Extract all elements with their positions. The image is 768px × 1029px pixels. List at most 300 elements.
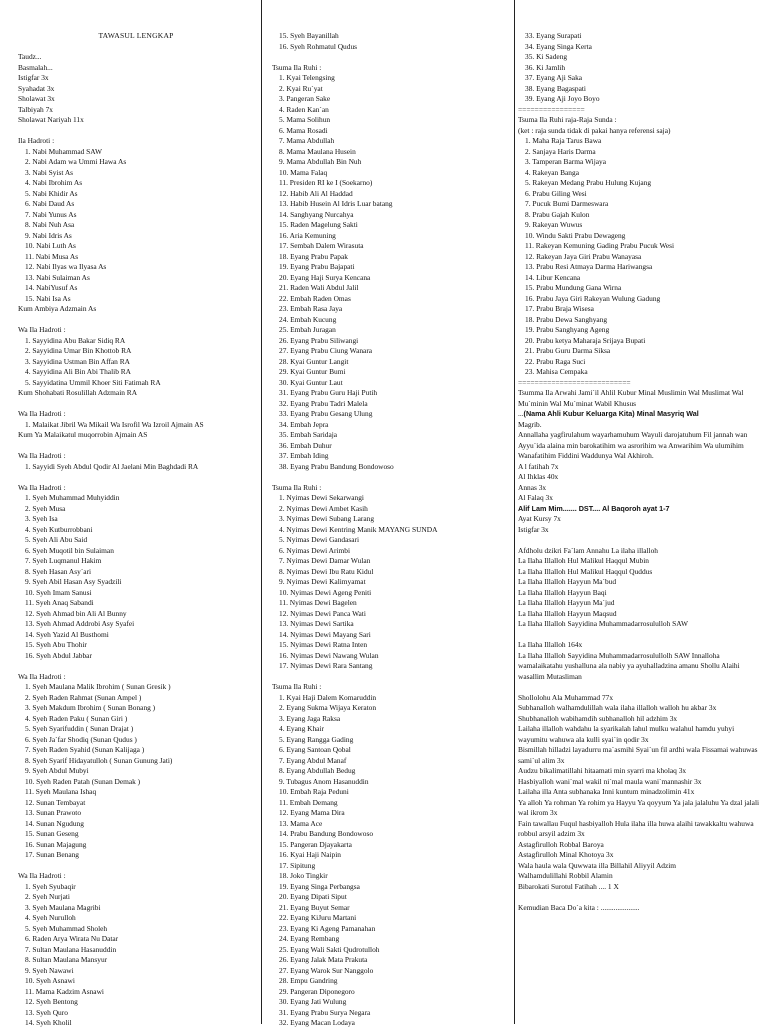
- text-line: [18, 73, 254, 84]
- line-text: Istigfar 3x: [518, 524, 549, 534]
- text-line: [18, 756, 254, 767]
- text-line: [18, 420, 254, 431]
- text-line: [518, 336, 762, 347]
- line-text: 11. Embah Demang: [279, 797, 338, 807]
- line-text: 2. Syeh Nurjati: [25, 892, 70, 901]
- text-line: [518, 714, 762, 725]
- text-line: [18, 493, 254, 504]
- text-line: [272, 882, 512, 893]
- line-text: 18. Eyang Prabu Papak: [279, 251, 348, 261]
- line-text: 6. Nabi Daud As: [25, 199, 75, 208]
- text-line: [272, 525, 512, 536]
- text-line: [272, 808, 512, 819]
- line-text: 7. Mama Abdullah: [279, 136, 335, 145]
- text-line: [272, 1008, 512, 1019]
- text-line: [272, 504, 512, 515]
- text-line: [272, 63, 512, 74]
- line-text: 29. Kyai Guntur Bumi: [279, 367, 346, 376]
- line-text: Kemudian Baca Do`a kita : .....................: [518, 902, 640, 912]
- line-text: 14. Sanghyang Nurcahya: [279, 209, 354, 219]
- text-line: [18, 147, 254, 158]
- text-line: [518, 325, 762, 336]
- line-text: 3. Syeh Makdum Ibrohim ( Sunan Bonang ): [25, 703, 156, 712]
- text-line: [272, 462, 512, 473]
- text-line: [18, 399, 254, 410]
- line-text: Lailaha illa Anta subhanaka Inni kuntum minadzolimin 41x: [518, 787, 695, 796]
- text-line: [518, 588, 762, 599]
- text-line: [18, 934, 254, 945]
- line-text: Syahadat 3x: [18, 83, 55, 93]
- text-line: [518, 745, 762, 766]
- text-line: [272, 357, 512, 368]
- text-line: [18, 766, 254, 777]
- line-text: Tsumma Ila Arwahi Jami`il Ahlil Kubur Minal Muslimin Wal Muslimat Wal Mu`minin Wal Mu`minat Wabil Khusus: [518, 388, 744, 408]
- text-line: [518, 703, 762, 714]
- line-text: 27. Eyang Warok Sur Nanggolo: [279, 965, 374, 975]
- line-text: Bismillah hilladzi layadurru ma`asmihi Syai`un fil ardhi wala Fissamai wahuwas sami`ul alim 3x: [518, 745, 758, 765]
- text-line: [18, 283, 254, 294]
- text-line: [18, 94, 254, 105]
- text-line: [272, 210, 512, 221]
- text-line: [272, 913, 512, 924]
- line-text: Istigfar 3x: [18, 73, 49, 82]
- line-text: 1. Kyai Haji Dalem Komaruddin: [279, 692, 377, 702]
- line-text: 26. Eyang Jalak Mata Prakuta: [279, 955, 368, 964]
- text-line: [518, 850, 762, 861]
- text-line: [272, 966, 512, 977]
- line-text: 12. Syeh Ahmad bin Ali Al Bunny: [25, 608, 127, 618]
- text-line: [18, 619, 254, 630]
- text-line: [18, 777, 254, 788]
- text-line: [272, 745, 512, 756]
- line-text: Tsuma Ila Ruhi :: [272, 482, 322, 492]
- text-line: [272, 514, 512, 525]
- text-line: [518, 115, 762, 126]
- text-line: [518, 210, 762, 221]
- line-text: 5. Syeh Ali Abu Said: [25, 535, 88, 544]
- line-text: 21. Raden Wali Abdul Jalil: [279, 283, 359, 292]
- text-line: [272, 661, 512, 672]
- line-text: 16. Sunan Majagung: [25, 839, 87, 849]
- line-text: 10. Syeh Imam Sanusi: [25, 587, 92, 597]
- text-line: [272, 861, 512, 872]
- text-line: [18, 903, 254, 914]
- line-text: 8. Nabi Nuh Asa: [25, 220, 75, 229]
- text-line: [518, 357, 762, 368]
- text-line: [272, 546, 512, 557]
- text-line: [18, 997, 254, 1008]
- line-text: Annallaha yagfirulahum wayarhamuhum Wayuli darojatuhum Fil jannah wan Ayyu`ida alaina min barokatihim wa asrorihim wa Anwarihim Wa ulumihim Wanafatihim Fiddini Waddunya Wal Akhiroh.: [518, 430, 748, 460]
- text-line: [18, 514, 254, 525]
- text-line: [18, 273, 254, 284]
- text-line: [272, 378, 512, 389]
- line-text: 9. Rakeyan Wuwus: [525, 220, 583, 229]
- text-line: [18, 462, 254, 473]
- line-text: 13. Mama Ace: [279, 818, 323, 828]
- text-line: [18, 546, 254, 557]
- text-line: [518, 546, 762, 557]
- text-line: [272, 147, 512, 158]
- text-line: [518, 651, 762, 683]
- line-text: 16. Prabu Jaya Giri Rakeyan Wulung Gadung: [525, 293, 661, 303]
- line-text: 8. Prabu Gajah Kulon: [525, 209, 590, 219]
- text-line: [18, 525, 254, 536]
- line-text: Wala haula wala Quwwata illa Billahil Aliyyil Adzim: [518, 860, 677, 870]
- line-text: 17. Sunan Benang: [25, 850, 79, 859]
- column-3: [518, 31, 762, 913]
- text-line: [272, 273, 512, 284]
- line-text: Sholawat 3x: [18, 94, 55, 103]
- text-line: [272, 231, 512, 242]
- line-text: 11. Mama Kadzim Asnawi: [25, 986, 104, 996]
- text-line: [18, 630, 254, 641]
- line-text: 16. Aria Kemuning: [279, 230, 336, 240]
- text-line: [18, 136, 254, 147]
- line-text: 23. Mahisa Cempaka: [525, 367, 588, 376]
- line-text: 1. Sayyidina Abu Bakar Sidiq RA: [25, 335, 126, 345]
- text-line: [272, 451, 512, 462]
- line-text: 33. Eyang Surapati: [525, 31, 582, 40]
- line-text: 35. Embah Saridaja: [279, 430, 338, 439]
- line-text: Audzu bikalimatillahi hitaamati min syarri ma kholaq 3x: [518, 766, 687, 775]
- line-text: 3. Sayyidina Ustman Bin Affan RA: [25, 356, 130, 366]
- text-line: [18, 409, 254, 420]
- text-line: [272, 787, 512, 798]
- line-text: Kum Ambiya Adzmain As: [18, 304, 97, 313]
- text-line: [518, 346, 762, 357]
- text-line: [272, 588, 512, 599]
- line-text: Wa Ila Hadroti :: [18, 451, 66, 460]
- text-line: [18, 840, 254, 851]
- line-text: 15. Nabi Isa As: [25, 293, 71, 303]
- line-text: 11. Nyimas Dewi Bagelen: [279, 598, 357, 607]
- line-text: 32. Eyang Prabu Tadri Malela: [279, 398, 368, 408]
- line-text: Wa Ila Hadroti :: [18, 482, 66, 492]
- text-line: [18, 157, 254, 168]
- text-line: [272, 903, 512, 914]
- text-line: [272, 73, 512, 84]
- line-text: 15. Raden Magelung Sakti: [279, 220, 358, 229]
- line-text: 1. Nyimas Dewi Sekarwangi: [279, 493, 364, 502]
- text-line: [518, 525, 762, 536]
- line-text: 22. Eyang KiJuru Martani: [279, 913, 357, 922]
- text-line: [518, 241, 762, 252]
- text-line: [272, 31, 512, 42]
- text-line: [272, 672, 512, 683]
- line-text: ===========================: [518, 377, 631, 387]
- text-line: [272, 598, 512, 609]
- text-line: [272, 430, 512, 441]
- text-line: [18, 346, 254, 357]
- line-text: 13. Syeh Ahmad Addrobi Asy Syafei: [25, 619, 135, 628]
- line-text: 13. Nyimas Dewi Sartika: [279, 619, 354, 628]
- text-line: [272, 115, 512, 126]
- text-line: [518, 861, 762, 872]
- emphasis-text: (Nama Ahli Kubur Keluarga Kita) Minal Masyriq Wal: [523, 409, 699, 418]
- text-line: [18, 367, 254, 378]
- text-line: [18, 294, 254, 305]
- line-text: 18. Prabu Dewa Sanghyang: [525, 314, 608, 324]
- text-line: [518, 535, 762, 546]
- line-text: Subhanalloh walhamdulillah wala ilaha illalloh walloh hu akbar 3x: [518, 703, 717, 712]
- line-text: 34. Eyang Singa Kerta: [525, 41, 592, 51]
- text-line: [272, 987, 512, 998]
- text-line: [272, 472, 512, 483]
- text-line: [18, 556, 254, 567]
- line-text: Kum Ya Malaikatul muqorrobin Ajmain AS: [18, 430, 148, 439]
- line-text: 36. Embah Duhur: [279, 440, 332, 450]
- text-line: [18, 661, 254, 672]
- line-text: 10. Syeh Asnawi: [25, 976, 75, 985]
- text-line: [18, 945, 254, 956]
- text-line: [18, 241, 254, 252]
- text-line: [272, 976, 512, 987]
- text-line: [18, 598, 254, 609]
- line-text: 15. Prabu Mundung Gana Wirna: [525, 283, 622, 292]
- text-line: [18, 105, 254, 116]
- text-line: [518, 483, 762, 494]
- text-line: [518, 609, 762, 620]
- line-text: 17. Nyimas Dewi Rara Santang: [279, 661, 373, 670]
- line-text: 11. Syeh Maulana Ishaq: [25, 787, 97, 796]
- text-line: [518, 871, 762, 882]
- line-text: 39. Eyang Aji Joyo Boyo: [525, 94, 600, 103]
- line-text: 4. Raden Kan`an: [279, 104, 329, 114]
- line-text: 3. Tamperan Barma Wijaya: [525, 157, 606, 166]
- line-text: 6. Mama Rosadi: [279, 125, 328, 135]
- text-line: [272, 325, 512, 336]
- text-line: [272, 294, 512, 305]
- line-text: La Ilaha Illalloh Hul Malikul Haqqul Mubin: [518, 556, 649, 565]
- line-text: 15. Pangeran Djayakarta: [279, 839, 352, 849]
- text-line: [18, 441, 254, 452]
- line-text: 16. Syeh Rohmatul Qudus: [279, 41, 358, 51]
- text-line: [518, 262, 762, 273]
- text-line: [18, 651, 254, 662]
- text-line: [518, 556, 762, 567]
- line-text: Talbiyah 7x: [18, 104, 53, 114]
- line-text: 4. Eyang Khair: [279, 724, 324, 733]
- text-line: [518, 766, 762, 777]
- text-line: [18, 955, 254, 966]
- text-line: [518, 472, 762, 483]
- text-line: [272, 199, 512, 210]
- line-text: 2. Syeh Musa: [25, 503, 66, 513]
- text-line: [272, 714, 512, 725]
- text-line: [272, 178, 512, 189]
- line-text: 2. Nabi Adam wa Ummi Hawa As: [25, 157, 127, 166]
- text-line: [272, 871, 512, 882]
- text-line: [272, 1018, 512, 1029]
- text-line: [18, 378, 254, 389]
- text-line: [18, 724, 254, 735]
- text-line: [272, 441, 512, 452]
- line-text: La Ilaha Illalloh Hayyun Baqi: [518, 587, 607, 597]
- text-line: [18, 976, 254, 987]
- line-text: 11. Nabi Musa As: [25, 251, 79, 261]
- line-text: 14. Syeh Kholil: [25, 1018, 72, 1027]
- line-text: La Ilaha Illalloh Hul Malikul Haqqul Quddus: [518, 566, 653, 576]
- line-text: 2. Nyimas Dewi Ambet Kasih: [279, 503, 368, 513]
- line-text: 31. Eyang Prabu Guru Haji Putih: [279, 388, 378, 397]
- text-line: [18, 262, 254, 273]
- line-text: 14. NabiYusuf As: [25, 283, 78, 292]
- text-line: [18, 567, 254, 578]
- text-line: [272, 315, 512, 326]
- line-text: 20. Prabu ketya Maharaja Srijaya Bupati: [525, 335, 646, 345]
- line-text: 9. Nyimas Dewi Kalimyamat: [279, 577, 366, 586]
- line-text: La Ilaha Illalloh Hayyun Maqsud: [518, 608, 617, 618]
- line-text: 12. Rakeyan Jaya Giri Prabu Wanayasa: [525, 251, 642, 261]
- line-text: 11. Presiden RI ke I (Soekarno): [279, 178, 373, 187]
- line-text: La Ilaha Illalloh Hayyun Ma`jud: [518, 598, 615, 607]
- text-line: [272, 136, 512, 147]
- line-text: 5. Syeh Muhammad Sholeh: [25, 923, 108, 933]
- text-line: [272, 493, 512, 504]
- line-text: 5. Eyang Rangga Gading: [279, 734, 354, 744]
- text-line: [518, 640, 762, 651]
- line-text: 5. Nyimas Dewi Gandasari: [279, 535, 360, 544]
- line-text: Astagfirulloh Minal Khotoya 3x: [518, 850, 614, 859]
- text-line: [272, 420, 512, 431]
- line-text: 34. Embah Jepra: [279, 419, 329, 429]
- line-text: Wa Ila Hadroti :: [18, 325, 66, 334]
- line-text: 12. Sunan Tembayat: [25, 797, 86, 807]
- text-line: [518, 682, 762, 693]
- text-line: [518, 630, 762, 641]
- line-text: 2. Syeh Raden Rahmat (Sunan Ampel ): [25, 692, 142, 702]
- line-text: La Ilaha Illalloh Sayyidina Muhammadarrosulullolh SAW Innalloha wamalaikatahu yushalluna ala nabiy ya ayuhalladzina amanu Shollu Alaihi wasallim Mutasliman: [518, 650, 740, 681]
- text-line: [518, 493, 762, 504]
- text-line: [518, 94, 762, 105]
- line-text: 15. Sunan Geseng: [25, 829, 79, 838]
- text-line: [518, 892, 762, 903]
- text-line: [18, 693, 254, 704]
- line-text: 12. Habib Ali Al Haddad: [279, 188, 353, 198]
- line-text: 5. Mama Solihun: [279, 115, 331, 124]
- text-line: [272, 651, 512, 662]
- text-line: [18, 357, 254, 368]
- line-text: ...: [518, 409, 524, 418]
- line-text: 14. Prabu Bandung Bondowoso: [279, 829, 374, 838]
- line-text: 8. Syeh Syarif Hidayatulloh ( Sunan Gunung Jati): [25, 755, 173, 765]
- text-line: [18, 714, 254, 725]
- line-text: 24. Eyang Rembang: [279, 934, 340, 943]
- text-line: [272, 304, 512, 315]
- text-line: [272, 567, 512, 578]
- line-text: 1. Malaikat Jibril Wa Mikail Wa Isrofil Wa Izroil Ajmain AS: [25, 419, 204, 429]
- text-line: [272, 819, 512, 830]
- text-line: [18, 588, 254, 599]
- text-line: [272, 997, 512, 1008]
- column-divider: [514, 0, 515, 1024]
- line-text: 1. Syeh Syubaqir: [25, 881, 76, 891]
- line-text: 14. Syeh Yazid Al Busthomi: [25, 629, 109, 639]
- line-text: 6. Syeh Ja`far Shodiq (Sunan Qudus ): [25, 734, 137, 744]
- line-text: 11. Syeh Anaq Sabandi: [25, 598, 94, 607]
- text-line: [272, 42, 512, 53]
- line-text: Afdholu dzikri Fa`lam Annahu La ilaha illalloh: [518, 545, 658, 555]
- text-line: [18, 787, 254, 798]
- text-line: [518, 420, 762, 431]
- line-text: Sholawat Nariyah 11x: [18, 115, 84, 124]
- line-text: Taudz...: [18, 52, 42, 61]
- line-text: 4. Sayyidina Ali Bin Abi Thalib RA: [25, 367, 132, 376]
- line-text: 13. Sunan Prawoto: [25, 808, 82, 817]
- line-text: Tsuma Ila Ruhi raja-Raja Sunda :: [518, 115, 617, 124]
- line-text: 14. Nyimas Dewi Mayang Sari: [279, 629, 371, 639]
- text-line: [272, 924, 512, 935]
- text-line: [272, 409, 512, 420]
- line-text: 20. Eyang Dipati Siput: [279, 892, 347, 901]
- line-text: 2. Eyang Sukma Wijaya Keraton: [279, 703, 377, 712]
- text-line: [18, 231, 254, 242]
- text-line: [518, 819, 762, 840]
- text-line: [272, 189, 512, 200]
- line-text: A l fatihah 7x: [518, 461, 559, 471]
- text-line: [518, 126, 762, 137]
- line-text: 31. Eyang Prabu Surya Negara: [279, 1007, 371, 1017]
- text-line: [18, 325, 254, 336]
- line-text: 7. Eyang Abdul Manaf: [279, 755, 347, 765]
- text-line: [518, 504, 762, 515]
- line-text: Ayat Kursy 7x: [518, 514, 561, 523]
- line-text: 1. Syeh Maulana Malik Ibrohim ( Sunan Gresik ): [25, 682, 171, 691]
- line-text: 2. Sayyidina Umar Bin Khottob RA: [25, 346, 132, 355]
- text-line: [272, 682, 512, 693]
- text-line: [18, 1008, 254, 1019]
- text-line: [518, 378, 762, 389]
- line-text: Lailaha illalloh wahdahu la syarikalah lahul mulku walahul hamdu yuhyi wayumitu wahuwa ala kulli syai`in qodir 3x: [518, 724, 735, 744]
- emphasis-text: Alif Lam Mim: [518, 503, 563, 513]
- line-text: 8. Syeh Hasan Asy`ari: [25, 566, 92, 576]
- line-text: 5. Rakeyan Medang Prabu Hulung Kujang: [525, 178, 652, 187]
- text-line: [18, 189, 254, 200]
- line-text: Walhamdulillahi Robbil Alamin: [518, 871, 613, 880]
- line-text: 5. Syeh Syarifuddin ( Sunan Drajat ): [25, 724, 134, 733]
- line-text: 36. Ki Jamlih: [525, 62, 566, 72]
- text-line: [18, 220, 254, 231]
- line-text: 21. Eyang Buyut Semar: [279, 902, 350, 912]
- text-line: [18, 735, 254, 746]
- line-text: 19. Eyang Prabu Bajapati: [279, 262, 355, 271]
- line-text: 7. Sultan Maulana Hasanuddin: [25, 944, 117, 954]
- line-text: 16. Kyai Haji Naipin: [279, 850, 341, 859]
- line-text: 7. Syeh Raden Syahid (Sunan Kalijaga ): [25, 745, 145, 754]
- line-text: 27. Eyang Prabu Ciung Wanara: [279, 346, 373, 355]
- line-text: 15. Syeh Bayanillah: [279, 31, 339, 40]
- line-text: 9. Syeh Nawawi: [25, 965, 74, 975]
- text-line: [272, 336, 512, 347]
- line-text: 4. Nabi Ibrohim As: [25, 178, 83, 187]
- line-text: 3. Nyimas Dewi Subang Larang: [279, 514, 375, 523]
- text-line: [272, 220, 512, 231]
- text-line: [18, 315, 254, 326]
- text-line: [518, 724, 762, 745]
- text-line: [272, 483, 512, 494]
- text-line: [18, 850, 254, 861]
- text-line: [272, 850, 512, 861]
- line-text: 15. Syeh Abu Thohir: [25, 640, 87, 649]
- line-text: 6. Nyimas Dewi Arimbi: [279, 545, 351, 555]
- line-text: 28. Kyai Guntur Langit: [279, 356, 349, 366]
- text-line: [18, 84, 254, 95]
- line-text: Bibarokati Surotul Fatihah .... 1 X: [518, 881, 619, 891]
- text-line: [18, 745, 254, 756]
- line-text: 1. Syeh Muhammad Muhyiddin: [25, 493, 120, 502]
- line-text: Wa Ila Hadroti :: [18, 409, 66, 418]
- line-text: 12. Syeh Bentong: [25, 997, 78, 1006]
